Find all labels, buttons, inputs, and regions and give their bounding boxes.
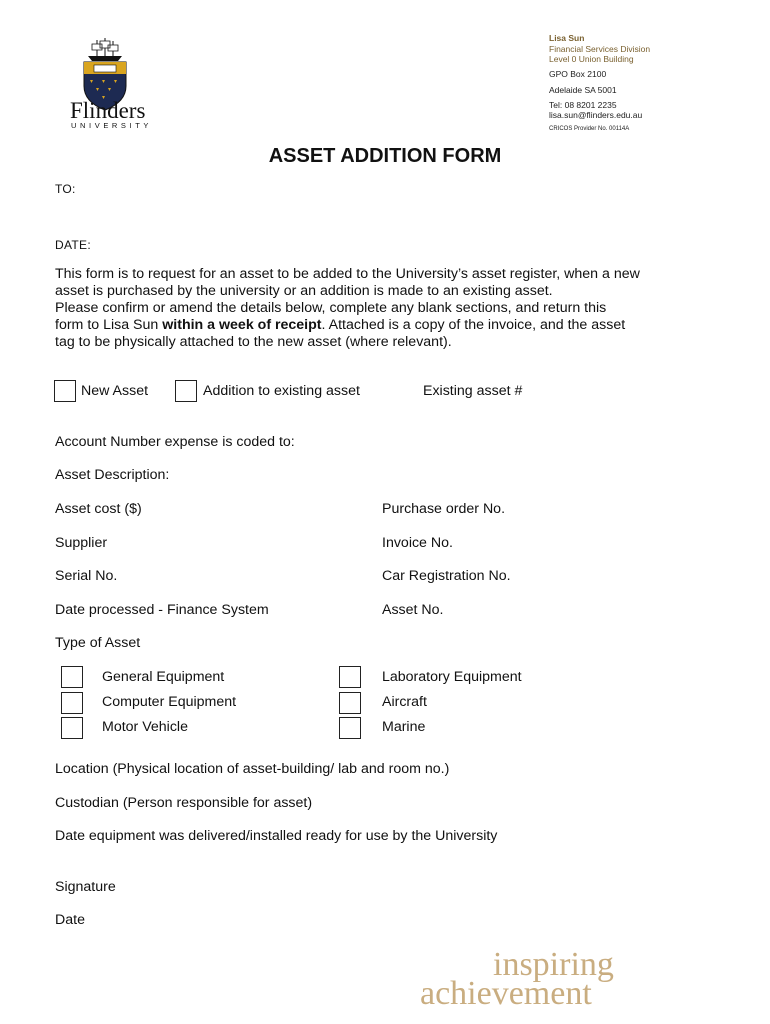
existing-asset-number-label: Existing asset #	[423, 383, 523, 399]
computer-equipment-checkbox[interactable]	[61, 692, 83, 714]
custodian-field: Custodian (Person responsible for asset)	[55, 795, 313, 811]
computer-equipment-label: Computer Equipment	[102, 694, 237, 710]
general-equipment-label: General Equipment	[102, 669, 225, 685]
purchase-order-field: Purchase order No.	[382, 501, 506, 517]
slogan-line-1: inspiring	[493, 946, 614, 983]
car-registration-field: Car Registration No.	[382, 568, 511, 584]
intro-line: asset is purchased by the university or an addition is made to an existing asset.	[55, 283, 553, 299]
intro-emphasis: within a week of receipt	[162, 317, 322, 333]
ship-icon	[88, 38, 122, 61]
asset-number-field: Asset No.	[382, 602, 444, 618]
new-asset-checkbox[interactable]	[54, 380, 76, 402]
laboratory-equipment-label: Laboratory Equipment	[382, 669, 522, 685]
contact-building: Level 0 Union Building	[549, 54, 634, 64]
intro-line: Please confirm or amend the details below, complete any blank sections, and return this	[55, 300, 607, 316]
asset-description-field: Asset Description:	[55, 467, 170, 483]
logo-wordmark: Flinders	[70, 98, 146, 123]
location-field: Location (Physical location of asset-building/ lab and room no.)	[55, 761, 450, 777]
motor-vehicle-label: Motor Vehicle	[102, 719, 188, 735]
new-asset-label: New Asset	[81, 383, 149, 399]
contact-division: Financial Services Division	[549, 44, 651, 54]
intro-text: form to Lisa Sun	[55, 317, 163, 333]
marine-checkbox[interactable]	[339, 717, 361, 739]
slogan-line-2: achievement	[420, 975, 592, 1012]
contact-name: Lisa Sun	[549, 33, 585, 43]
laboratory-equipment-checkbox[interactable]	[339, 666, 361, 688]
marine-label: Marine	[382, 719, 426, 735]
supplier-field: Supplier	[55, 535, 108, 551]
asset-cost-field: Asset cost ($)	[55, 501, 142, 517]
motor-vehicle-checkbox[interactable]	[61, 717, 83, 739]
contact-email[interactable]: lisa.sun@flinders.edu.au	[549, 110, 643, 120]
addition-checkbox[interactable]	[175, 380, 197, 402]
intro-paragraph	[55, 266, 715, 351]
date-field: Date	[55, 912, 85, 928]
addition-label: Addition to existing asset	[203, 383, 360, 399]
invoice-number-field: Invoice No.	[382, 535, 453, 551]
logo-subtitle: UNIVERSITY	[71, 121, 153, 130]
to-label: TO:	[55, 182, 76, 196]
intro-text: . Attached is a copy of the invoice, and the asset	[321, 317, 626, 333]
contact-phone: Tel: 08 8201 2235	[549, 100, 617, 110]
account-number-field: Account Number expense is coded to:	[55, 434, 295, 450]
serial-number-field: Serial No.	[55, 568, 118, 584]
type-of-asset-heading: Type of Asset	[55, 635, 141, 651]
cricos-number: CRICOS Provider No. 00114A	[549, 126, 630, 132]
general-equipment-checkbox[interactable]	[61, 666, 83, 688]
intro-line	[55, 317, 715, 334]
contact-postbox: GPO Box 2100	[549, 69, 607, 79]
contact-city: Adelaide SA 5001	[549, 85, 617, 95]
date-label: DATE:	[55, 238, 91, 252]
signature-field: Signature	[55, 879, 116, 895]
form-title: ASSET ADDITION FORM	[268, 145, 502, 167]
intro-line: This form is to request for an asset to be added to the University’s asset register, when a new	[55, 266, 640, 282]
date-processed-field: Date processed - Finance System	[55, 602, 269, 618]
delivered-date-field: Date equipment was delivered/installed ready for use by the University	[55, 828, 498, 844]
intro-line: tag to be physically attached to the new asset (where relevant).	[55, 334, 452, 350]
aircraft-checkbox[interactable]	[339, 692, 361, 714]
aircraft-label: Aircraft	[382, 694, 427, 710]
